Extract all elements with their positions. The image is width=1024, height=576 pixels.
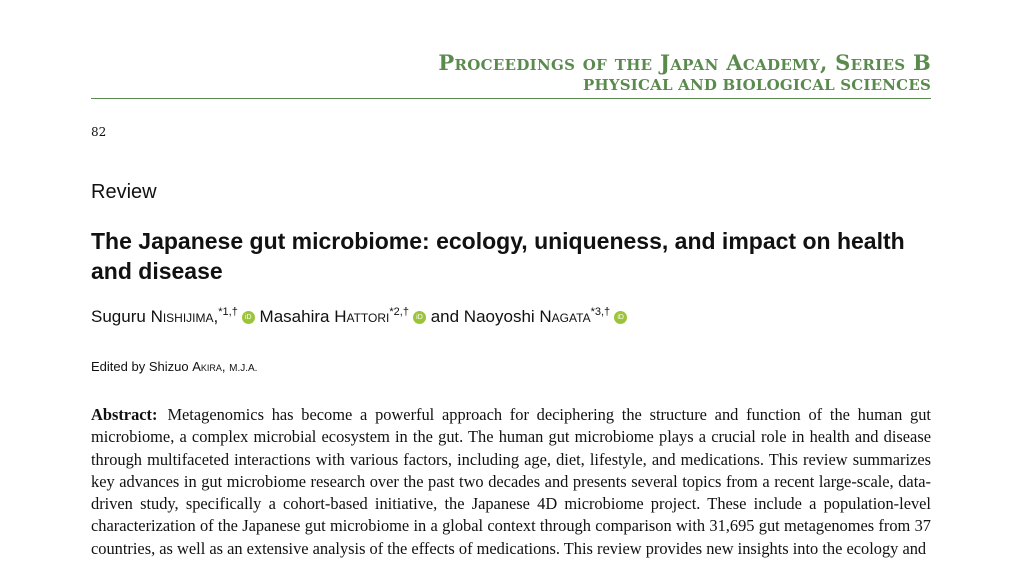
author-connector: and bbox=[430, 307, 460, 326]
article-title: The Japanese gut microbiome: ecology, uniqueness, and impact on health and disease bbox=[91, 228, 905, 284]
abstract bbox=[91, 404, 931, 560]
author-name bbox=[260, 307, 390, 326]
author-affiliation: *2,† bbox=[389, 306, 409, 318]
page-number: 82 bbox=[91, 125, 107, 139]
editor-line bbox=[91, 359, 257, 374]
author-affiliation: *3,† bbox=[590, 306, 611, 318]
author-given-name: Suguru bbox=[91, 307, 146, 326]
journal-header bbox=[438, 51, 931, 95]
editor-title: M.J.A. bbox=[229, 363, 258, 374]
orcid-icon[interactable]: iD bbox=[242, 311, 255, 324]
editor-given-name: Shizuo bbox=[148, 359, 189, 374]
author-family-name: Hattori bbox=[334, 307, 390, 326]
author-family-name: Nagata bbox=[539, 307, 591, 326]
editor-family-name: Akira, bbox=[192, 359, 226, 374]
author-family-name: Nishijima, bbox=[150, 307, 219, 326]
abstract-text: Metagenomics has become a powerful approach for deciphering the structure and function of the human gut microbiome, a complex microbial ecosystem in the gut. The human gut microbiome plays a crucial role in health and disease through multifaceted interactions with various factors, including age, diet, lifestyle, and medications. This review summarizes key advances in gut microbiome research over the past two decades and presents several topics from a recent large-scale, data-driven study, specifically a cohort-based initiative, the Japanese 4D microbiome project. These include a population-level characterization of the Japanese gut microbiome in a global context through comparison with 31,695 gut metagenomes from 37 countries, as well as an extensive analysis of the effects of medications. This review provides new insights into the ecology and bbox=[91, 405, 931, 558]
author-affiliation: *1,† bbox=[218, 306, 238, 318]
editor-prefix: Edited by bbox=[91, 359, 146, 374]
orcid-icon[interactable]: iD bbox=[614, 311, 627, 324]
orcid-icon[interactable]: iD bbox=[413, 311, 426, 324]
author-name bbox=[91, 307, 218, 326]
article-type: Review bbox=[91, 181, 157, 203]
author-given-name: Naoyoshi bbox=[463, 307, 535, 326]
author-list bbox=[91, 306, 627, 327]
journal-subtitle: PHYSICAL AND BIOLOGICAL SCIENCES bbox=[582, 76, 931, 94]
header-divider bbox=[91, 98, 931, 99]
author-given-name: Masahira bbox=[259, 307, 330, 326]
author-name bbox=[464, 307, 591, 326]
abstract-label: Abstract: bbox=[91, 405, 158, 424]
journal-name: Proceedings of the Japan Academy, Series B bbox=[438, 50, 931, 75]
